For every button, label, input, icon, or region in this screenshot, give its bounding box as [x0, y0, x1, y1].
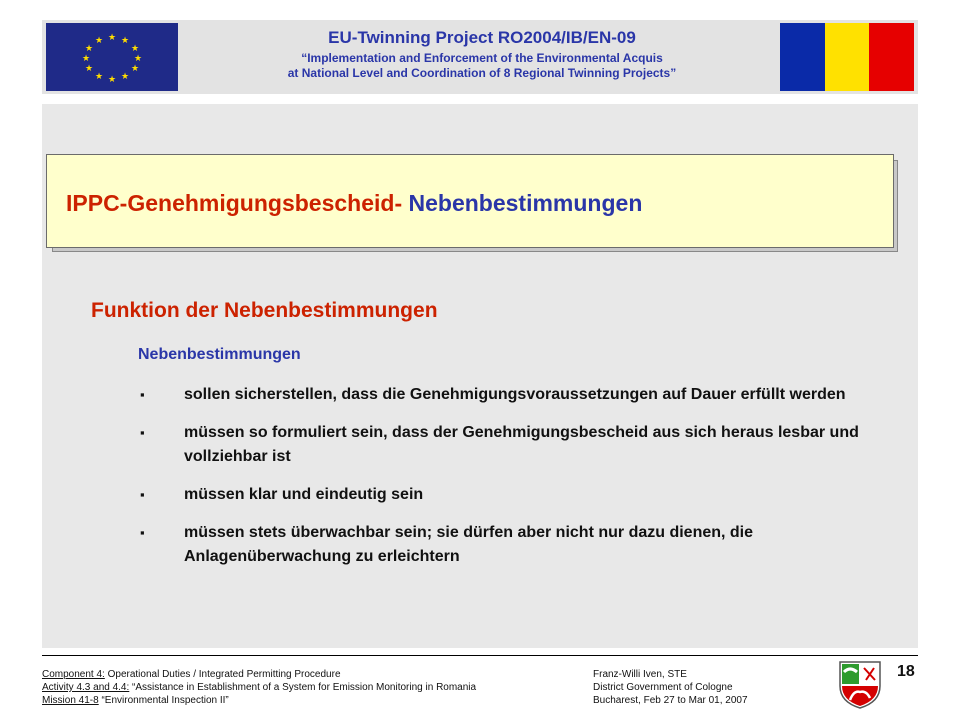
footer-mission-text: “Environmental Inspection II”: [98, 695, 229, 706]
svg-text:★: ★: [130, 44, 140, 54]
romania-flag-icon: [780, 23, 914, 91]
bullet-icon: ▪: [140, 425, 145, 440]
svg-text:★: ★: [107, 75, 117, 85]
svg-text:★: ★: [133, 54, 143, 64]
svg-text:★: ★: [94, 72, 104, 82]
bullet-list: [138, 383, 878, 583]
project-title: EU-Twinning Project RO2004/IB/EN-09: [328, 28, 636, 47]
footer-project-info: [42, 668, 476, 707]
bullet-icon: ▪: [140, 525, 145, 540]
project-subtitle-line2: at National Level and Coordination of 8 Regional Twinning Projects”: [287, 66, 677, 80]
svg-text:★: ★: [84, 64, 94, 74]
bullet-icon: ▪: [140, 387, 145, 402]
footer-component-text: Operational Duties / Integrated Permitting Procedure: [104, 669, 341, 680]
list-item: [138, 383, 878, 407]
project-subtitle: [192, 51, 772, 81]
footer-place-date: Bucharest, Feb 27 to Mar 01, 2007: [593, 695, 748, 706]
footer-author: Franz-Willi Iven, STE: [593, 669, 687, 680]
bullet-icon: ▪: [140, 487, 145, 502]
header-banner: [42, 20, 918, 94]
footer-component-label: Component 4:: [42, 669, 105, 680]
svg-text:★: ★: [107, 33, 117, 43]
bullet-text: müssen stets überwachbar sein; sie dürfen aber nicht nur dazu dienen, die Anlagenüberwachung zu erleichtern: [184, 524, 754, 565]
svg-text:★: ★: [120, 72, 130, 82]
nrw-coat-of-arms-icon: [838, 660, 882, 710]
list-item: [138, 421, 878, 469]
list-item: [138, 521, 878, 569]
footer-author-info: [593, 668, 748, 707]
footer-org: District Government of Cologne: [593, 682, 733, 693]
svg-text:★: ★: [81, 54, 91, 64]
sub-heading: Nebenbestimmungen: [138, 346, 301, 363]
list-item: [138, 483, 878, 507]
footer-activity-text: “Assistance in Establishment of a System for Emission Monitoring in Romania: [129, 682, 477, 693]
footer-divider: [42, 655, 918, 656]
footer-mission-label: Mission 41-8: [42, 695, 99, 706]
svg-text:★: ★: [84, 44, 94, 54]
bullet-text: sollen sicherstellen, dass die Genehmigungsvoraussetzungen auf Dauer erfüllt werden: [184, 386, 846, 403]
svg-text:★: ★: [94, 36, 104, 46]
project-subtitle-line1: “Implementation and Enforcement of the Environmental Acquis: [301, 51, 663, 65]
svg-text:★: ★: [120, 36, 130, 46]
footer-activity-label: Activity 4.3 and 4.4:: [42, 682, 130, 693]
slide-title: [66, 190, 642, 217]
page-number: 18: [897, 663, 915, 680]
section-title: Funktion der Nebenbestimmungen: [91, 299, 438, 322]
svg-text:★: ★: [130, 64, 140, 74]
bullet-text: müssen so formuliert sein, dass der Genehmigungsbescheid aus sich heraus lesbar und vollziehbar ist: [184, 424, 859, 465]
eu-flag-icon: [46, 23, 178, 91]
slide-title-part1: IPPC-Genehmigungsbescheid-: [66, 190, 403, 216]
bullet-text: müssen klar und eindeutig sein: [184, 486, 424, 503]
slide-title-part2: Nebenbestimmungen: [402, 190, 643, 216]
